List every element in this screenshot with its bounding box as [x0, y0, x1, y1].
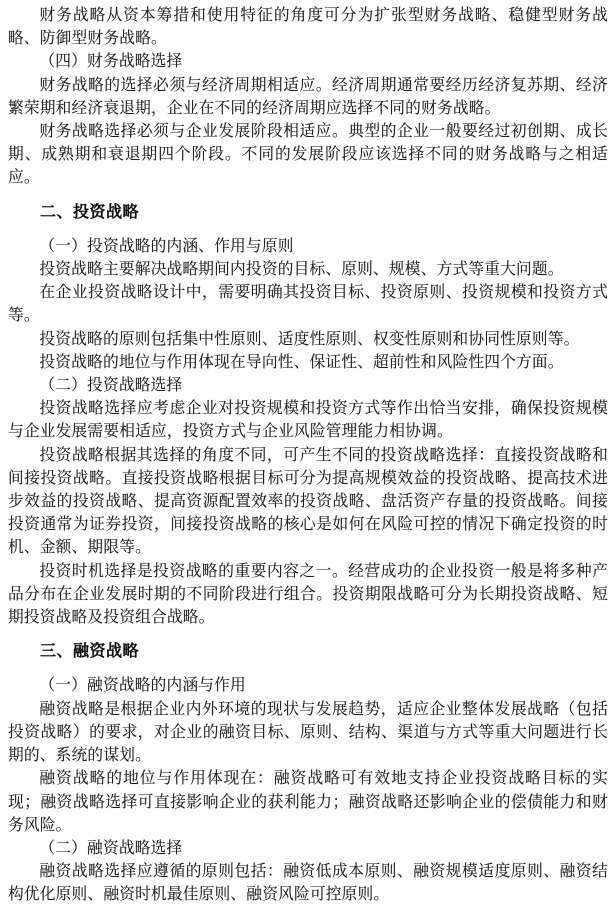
subheading-financial-strategy-selection: （四）财务战略选择: [39, 53, 183, 71]
paragraph-investment-issues: 投资战略主要解决战略期间内投资的目标、原则、规模、方式等重大问题。: [39, 261, 564, 279]
paragraph-financing-role: 融资战略的地位与作用体现在：融资战略可有效地支持企业投资战略目标的实现；融资战略选择可直接影响企业的获利能力；融资战略还影响企业的偿债能力和财务风险。: [8, 770, 608, 834]
subheading-financing-connotation: （一）融资战略的内涵与作用: [39, 677, 246, 695]
paragraph-financial-strategy-types: 财务战略从资本筹措和使用特征的角度可分为扩张型财务战略、稳健型财务战略、防御型财务战略。: [8, 7, 608, 48]
subheading-investment-selection: （二）投资战略选择: [39, 377, 183, 395]
paragraph-investment-timing: 投资时机选择是投资战略的重要内容之一。经营成功的企业投资一般是将多种产品分布在企业发展时期的不同阶段进行组合。投资期限战略可分为长期投资战略、短期投资战略及投资组合战略。: [8, 562, 608, 627]
paragraph-investment-strategy-types: 投资战略根据其选择的角度不同，可产生不同的投资战略选择：直接投资战略和间接投资战略。直接投资战略根据目标可分为提高规模效益的投资战略、提高技术进步效益的投资战略、提高资源配置效率的投资战略、盘活资产存量的投资战略。间接投资通常为证券投资，间接投资战略的核心是如何在风险可控的情况下确定投资的时机、金额、期限等。: [8, 446, 608, 557]
paragraph-development-stage: 财务战略选择必须与企业发展阶段相适应。典型的企业一般要经过初创期、成长期、成熟期和衰退期四个阶段。不同的发展阶段应该选择不同的财务战略与之相适应。: [8, 123, 608, 187]
paragraph-economic-cycle: 财务战略的选择必须与经济周期相适应。经济周期通常要经历经济复苏期、经济繁荣期和经济衰退期，企业在不同的经济周期应选择不同的财务战略。: [8, 76, 608, 117]
paragraph-investment-principles: 投资战略的原则包括集中性原则、适度性原则、权变性原则和协同性原则等。: [39, 330, 580, 348]
section-heading-investment-strategy: 二、投资战略: [40, 203, 140, 221]
section-heading-financing-strategy: 三、融资战略: [40, 643, 140, 661]
paragraph-investment-arrangement: 投资战略选择应考虑企业对投资规模和投资方式等作出恰当安排，确保投资规模与企业发展需要相适应，投资方式与企业风险管理能力相协调。: [8, 400, 608, 441]
paragraph-financing-definition: 融资战略是根据企业内外环境的现状与发展趋势，适应企业整体发展战略（包括投资战略）的要求，对企业的融资目标、原则、结构、渠道与方式等重大问题进行长期的、系统的谋划。: [8, 700, 608, 765]
paragraph-financing-principles: 融资战略选择应遵循的原则包括：融资低成本原则、融资规模适度原则、融资结构优化原则、融资时机最佳原则、融资风险可控原则。: [8, 863, 608, 904]
paragraph-investment-role: 投资战略的地位与作用体现在导向性、保证性、超前性和风险性四个方面。: [39, 353, 564, 371]
subheading-financing-selection: （二）融资战略选择: [39, 839, 183, 857]
subheading-investment-connotation: （一）投资战略的内涵、作用与原则: [39, 237, 294, 255]
paragraph-investment-design: 在企业投资战略设计中，需要明确其投资目标、投资原则、投资规模和投资方式等。: [8, 284, 608, 325]
